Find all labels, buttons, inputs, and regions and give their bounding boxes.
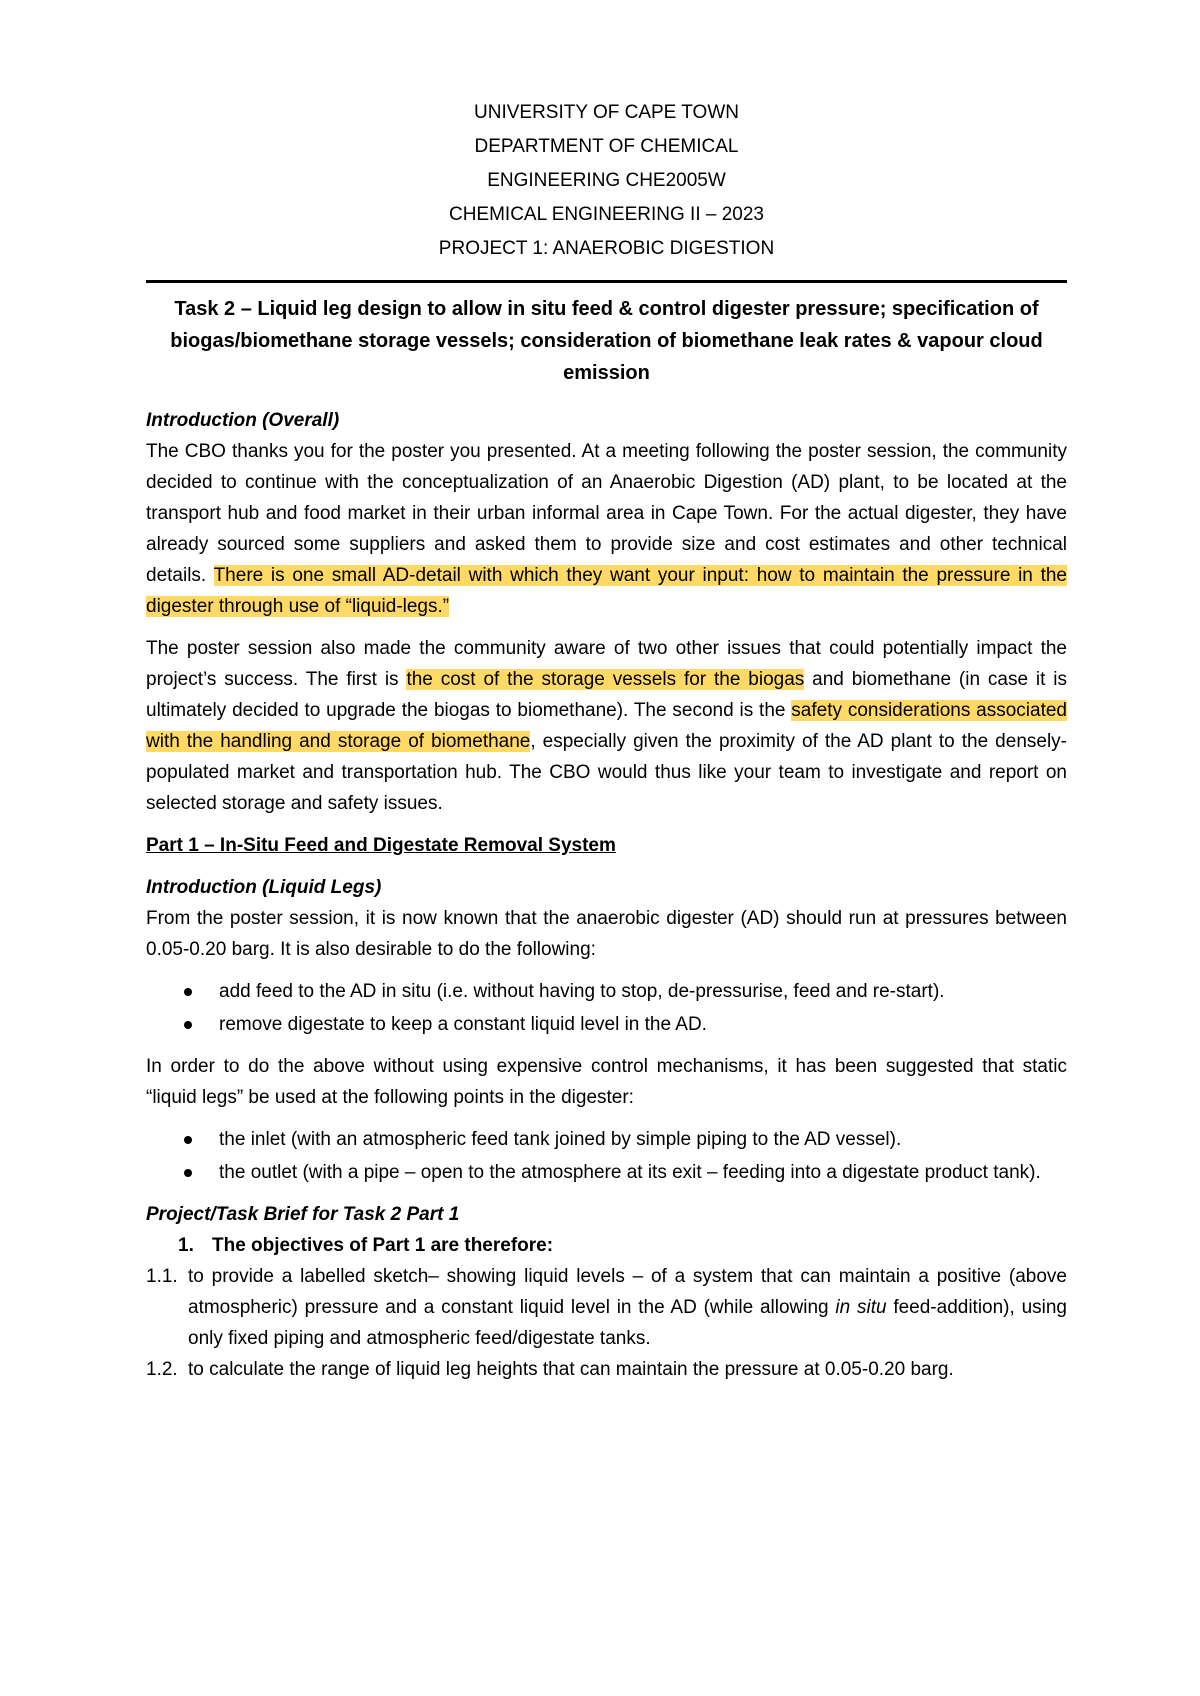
objective-1-1-number: 1.1. [146, 1266, 178, 1287]
course-name: CHEMICAL ENGINEERING II – 2023 [448, 204, 764, 225]
intro-overall-p2-highlight-1: the cost of the storage vessels for the biogas [406, 669, 805, 690]
objective-1-2-text: to calculate the range of liquid leg heights that can maintain the pressure at 0.05-0.20 barg. [188, 1359, 954, 1380]
intro-overall-heading: Introduction (Overall) [146, 410, 340, 431]
university-name: UNIVERSITY OF CAPE TOWN [474, 102, 739, 123]
intro-overall-p2-highlight-2: safety considerations associated with the handling and storage of biomethane [146, 700, 1067, 752]
objective-1-1-italic: in situ [835, 1297, 887, 1318]
document-header [146, 96, 1067, 266]
objective-1-2-number: 1.2. [146, 1359, 178, 1380]
list-item [146, 1124, 1067, 1155]
intro-overall-p1-highlight: There is one small AD-detail with which they want your input: how to maintain the pressure in the digester through use of “liquid-legs.” [146, 565, 1067, 617]
liquid-legs-intro-heading: Introduction (Liquid Legs) [146, 877, 382, 898]
control-paragraph: In order to do the above without using expensive control mechanisms, it has been suggested that static “liquid legs” be used at the following points in the digester: [146, 1056, 1067, 1108]
liquid-legs-intro-paragraph: From the poster session, it is now known that the anaerobic digester (AD) should run at pressures between 0.05-0.20 barg. It is also desirable to do the following: [146, 908, 1067, 960]
list-item [146, 1157, 1067, 1188]
objective-1-1 [146, 1261, 1067, 1354]
intro-overall-p1-text: The CBO thanks you for the poster you presented. At a meeting following the poster session, the community decided to continue with the conceptualization of an Anaerobic Digestion (AD) plant, to be located at the transport hub and food market in their urban informal area in Cape Town. For the actual digester, they have already sourced some suppliers and asked them to provide size and cost estimates and other technical details. [146, 441, 1067, 586]
objectives-heading-text: The objectives of Part 1 are therefore: [212, 1235, 554, 1256]
task-brief-heading: Project/Task Brief for Task 2 Part 1 [146, 1204, 460, 1225]
project-title: PROJECT 1: ANAEROBIC DIGESTION [438, 238, 775, 259]
intro-overall-p2-c: , especially given the proximity of the AD plant to the densely-populated market and transportation hub. The CBO would thus like your team to investigate and report on selected storage and safety issues. [146, 731, 1068, 814]
objectives-number: 1. [178, 1235, 194, 1256]
intro-overall-p2-b: and biomethane (in case it is ultimately decided to upgrade the biogas to biomethane). The second is the [146, 669, 1068, 721]
desirable-actions-list [146, 976, 1067, 1040]
list-item-text: the inlet (with an atmospheric feed tank joined by simple piping to the AD vessel). [219, 1129, 902, 1150]
task-title: Task 2 – Liquid leg design to allow in situ feed & control digester pressure; specification of biogas/biomethane storage vessels; consideration of biomethane leak rates & vapour cloud emission [170, 298, 1043, 384]
header-divider [146, 280, 1067, 283]
list-item [146, 1009, 1067, 1040]
course-code: ENGINEERING CHE2005W [487, 170, 726, 191]
intro-overall-paragraph-2 [146, 633, 1067, 819]
list-item-text: remove digestate to keep a constant liquid level in the AD. [219, 1014, 707, 1035]
bullet-icon [184, 988, 192, 996]
department-name: DEPARTMENT OF CHEMICAL [474, 136, 739, 157]
objective-1-2 [146, 1354, 1067, 1385]
liquid-leg-points-list [146, 1124, 1067, 1188]
objective-1-1-text-a: to provide a labelled sketch– showing liquid levels – of a system that can maintain a positive (above atmospheric) pressure and a constant liquid level in the AD (while allowing [188, 1266, 1067, 1318]
objectives-heading [146, 1230, 1067, 1261]
bullet-icon [184, 1169, 192, 1177]
intro-overall-paragraph-1 [146, 436, 1067, 622]
bullet-icon [184, 1136, 192, 1144]
list-item-text: add feed to the AD in situ (i.e. without having to stop, de-pressurise, feed and re-start). [219, 981, 945, 1002]
part1-heading: Part 1 – In-Situ Feed and Digestate Removal System [146, 835, 616, 856]
objective-1-1-text-b: feed-addition), using only fixed piping and atmospheric feed/digestate tanks. [188, 1297, 1067, 1349]
list-item-text: the outlet (with a pipe – open to the atmosphere at its exit – feeding into a digestate product tank). [219, 1162, 1041, 1183]
bullet-icon [184, 1021, 192, 1029]
list-item [146, 976, 1067, 1007]
intro-overall-p2-a: The poster session also made the community aware of two other issues that could potentially impact the project’s success. The first is [146, 638, 1067, 690]
